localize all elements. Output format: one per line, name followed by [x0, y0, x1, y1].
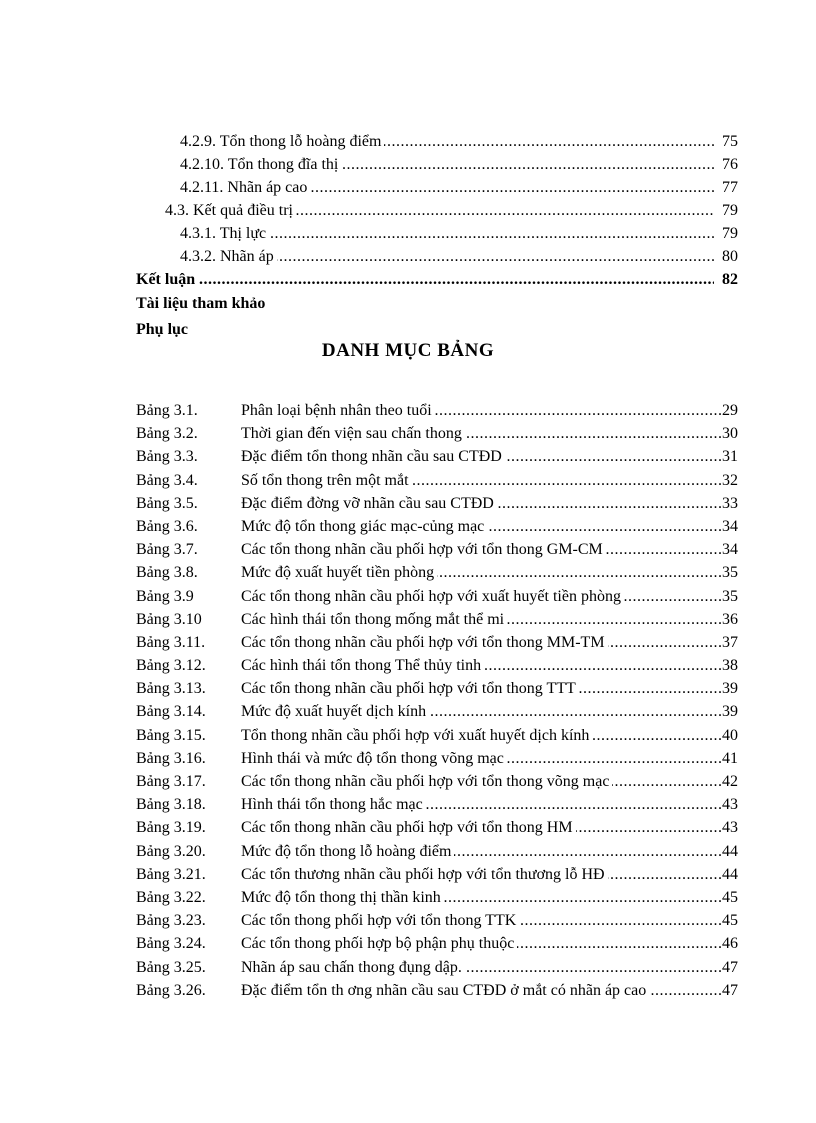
table-list-item — [0, 538, 816, 561]
toc-entry — [0, 245, 816, 268]
table-page: 29 — [721, 399, 738, 422]
table-description-text: Hình thái tổn thong hắc mạc — [241, 796, 426, 813]
table-list-item — [0, 515, 816, 538]
table-page: 30 — [721, 422, 738, 445]
toc-entry — [0, 291, 816, 317]
toc-entry — [0, 222, 816, 245]
table-code: Bảng 3.10 — [136, 610, 202, 628]
table-description — [241, 816, 576, 839]
table-description-text: Đặc điểm tổn th ơng nhãn cầu sau CTĐD ở mắt có nhãn áp cao — [241, 982, 649, 999]
table-description — [241, 492, 497, 515]
table-page: 36 — [721, 608, 738, 631]
table-code: Bảng 3.21. — [136, 865, 206, 883]
table-code: Bảng 3.14. — [136, 703, 206, 721]
table-description-text: Số tổn thong trên một mắt — [241, 472, 412, 489]
toc-entry-text: 4.2.11. Nhãn áp cao — [180, 179, 310, 196]
table-code: Bảng 3.13. — [136, 680, 206, 698]
table-page: 34 — [721, 515, 738, 538]
table-list-item — [0, 654, 816, 677]
table-description — [241, 932, 517, 955]
table-page: 41 — [721, 747, 738, 770]
table-code: Bảng 3.4. — [136, 471, 198, 489]
toc-entry-label — [180, 153, 341, 176]
table-description-text: Các tổn thong nhãn cầu phối hợp với xuất huyết tiền phòng — [241, 588, 624, 605]
table-description — [241, 561, 437, 584]
table-description — [241, 909, 519, 932]
table-description — [241, 469, 412, 492]
toc-entry-label — [165, 199, 296, 222]
table-description-text: Mức độ xuất huyết dịch kính — [241, 703, 429, 720]
toc-entry-label — [180, 176, 310, 199]
toc-entry-text: Tài liệu tham khảo — [136, 295, 268, 312]
table-list-item — [0, 445, 816, 468]
table-list-item — [0, 932, 816, 955]
table-code: Bảng 3.20. — [136, 842, 206, 860]
table-description — [241, 515, 487, 538]
table-description — [241, 608, 507, 631]
table-description — [241, 770, 612, 793]
table-list-item — [0, 886, 816, 909]
table-description — [241, 747, 507, 770]
table-list-item — [0, 770, 816, 793]
toc-entry-page: 80 — [722, 248, 738, 265]
table-code: Bảng 3.2. — [136, 425, 198, 443]
table-page: 45 — [721, 886, 738, 909]
table-list-item — [0, 677, 816, 700]
table-code: Bảng 3.25. — [136, 958, 206, 976]
table-code: Bảng 3.12. — [136, 657, 206, 675]
table-page: 44 — [721, 840, 738, 863]
table-code: Bảng 3.26. — [136, 981, 206, 999]
table-code: Bảng 3.23. — [136, 912, 206, 930]
table-list-item — [0, 492, 816, 515]
table-list-item — [0, 469, 816, 492]
table-code: Bảng 3.17. — [136, 773, 206, 790]
toc-leader-dots — [136, 268, 714, 291]
toc-entry-label — [180, 245, 277, 268]
table-code: Bảng 3.3. — [136, 448, 198, 466]
toc-entry-text: 4.3.1. Thị lực — [180, 225, 269, 242]
table-description-text: Các tổn thong nhãn cầu phối hợp với tổn thong HM — [241, 819, 576, 836]
table-description-text: Hình thái và mức độ tổn thong võng mạc — [241, 750, 507, 767]
table-page: 34 — [721, 538, 738, 561]
table-list-item — [0, 700, 816, 723]
toc-entry-text: 4.2.9. Tổn thong lỗ hoàng điểm — [180, 133, 384, 150]
table-description-text: Các tổn thong nhãn cầu phối hợp với tổn thong GM-CM — [241, 541, 606, 558]
toc-entry-page: 77 — [722, 179, 738, 196]
table-page: 33 — [721, 492, 738, 515]
table-description — [241, 585, 624, 608]
toc-entry-label — [180, 130, 384, 153]
table-page: 43 — [721, 816, 738, 839]
table-page: 45 — [721, 909, 738, 932]
table-list-item — [0, 747, 816, 770]
table-code: Bảng 3.11. — [136, 633, 206, 651]
table-code: Bảng 3.18. — [136, 796, 206, 814]
table-description-text: Các hình thái tổn thong mống mắt thể mi — [241, 611, 507, 628]
table-list-item — [0, 793, 816, 816]
table-description-text: Mức độ tổn thong lỗ hoàng điểm — [241, 843, 454, 860]
table-list-item — [0, 631, 816, 654]
toc-entry-page: 82 — [722, 271, 738, 288]
list-of-tables — [0, 399, 816, 1002]
table-description-text: Phân loại bệnh nhân theo tuổi — [241, 402, 435, 419]
table-of-contents — [0, 130, 816, 343]
table-description-text: Các tổn thong phối hợp bộ phận phụ thuộc — [241, 935, 517, 952]
table-description — [241, 979, 649, 1002]
table-list-item — [0, 585, 816, 608]
toc-entry-page: 79 — [722, 225, 738, 242]
table-code: Bảng 3.8. — [136, 564, 198, 582]
table-description-text: Các tổn thương nhãn cầu phối hợp với tổn thương lỗ HĐ — [241, 866, 608, 883]
toc-entry — [0, 199, 816, 222]
toc-entry-label — [180, 222, 269, 245]
table-page: 39 — [721, 677, 738, 700]
table-page: 35 — [721, 585, 738, 608]
table-list-item — [0, 724, 816, 747]
table-description — [241, 956, 465, 979]
table-code: Bảng 3.24. — [136, 935, 206, 953]
table-page: 35 — [721, 561, 738, 584]
table-description — [241, 422, 465, 445]
toc-entry-text: 4.3. Kết quả điều trị — [165, 202, 296, 219]
table-code: Bảng 3.15. — [136, 726, 206, 744]
toc-entry — [0, 268, 816, 291]
table-page: 46 — [721, 932, 738, 955]
table-code: Bảng 3.6. — [136, 517, 198, 535]
table-description-text: Mức độ tổn thong giác mạc-củng mạc — [241, 518, 487, 535]
toc-entry-label — [136, 268, 198, 291]
table-code: Bảng 3.16. — [136, 749, 206, 767]
table-description-text: Các tổn thong nhãn cầu phối hợp với tổn thong TTT — [241, 680, 579, 697]
table-description-text: Tổn thong nhãn cầu phối hợp với xuất huyết dịch kính — [241, 727, 592, 744]
table-code: Bảng 3.9 — [136, 587, 194, 605]
table-description — [241, 445, 505, 468]
toc-entry — [0, 130, 816, 153]
toc-entry-text: 4.3.2. Nhãn áp — [180, 248, 277, 265]
table-description — [241, 840, 454, 863]
table-page: 42 — [721, 770, 738, 793]
table-page: 44 — [721, 863, 738, 886]
section-title: DANH MỤC BẢNG — [321, 340, 495, 361]
toc-entry-page: 79 — [722, 202, 738, 219]
table-description-text: Thời gian đến viện sau chấn thong — [241, 425, 465, 442]
table-list-item — [0, 909, 816, 932]
table-list-item — [0, 608, 816, 631]
table-description — [241, 793, 426, 816]
table-description-text: Đặc điểm đờng vỡ nhãn cầu sau CTĐD — [241, 495, 497, 512]
table-description — [241, 863, 608, 886]
toc-entry-page: 76 — [722, 156, 738, 173]
table-page: 39 — [721, 700, 738, 723]
table-list-item — [0, 840, 816, 863]
toc-entry — [0, 153, 816, 176]
toc-entry-label — [136, 291, 268, 317]
toc-entry — [0, 176, 816, 199]
table-description — [241, 399, 435, 422]
table-list-item — [0, 956, 816, 979]
toc-entry-text: Kết luận — [136, 271, 198, 288]
table-code: Bảng 3.22. — [136, 888, 206, 906]
table-description — [241, 677, 579, 700]
table-description-text: Các tổn thong nhãn cầu phối hợp với tổn thong MM-TM — [241, 634, 608, 651]
table-description — [241, 631, 608, 654]
table-code: Bảng 3.19. — [136, 819, 206, 837]
table-list-item — [0, 863, 816, 886]
table-code: Bảng 3.5. — [136, 494, 198, 512]
toc-entry-page: 75 — [722, 133, 738, 150]
table-description — [241, 700, 429, 723]
table-description-text: Các tổn thong nhãn cầu phối hợp với tổn thong võng mạc — [241, 773, 612, 790]
table-description — [241, 538, 606, 561]
table-description — [241, 654, 484, 677]
table-list-item — [0, 399, 816, 422]
table-code: Bảng 3.1. — [136, 402, 198, 419]
table-page: 47 — [721, 979, 738, 1002]
toc-entry-text: 4.2.10. Tổn thong đĩa thị — [180, 156, 341, 173]
table-page: 43 — [721, 793, 738, 816]
table-page: 37 — [721, 631, 738, 654]
table-description-text: Các tổn thong phối hợp với tổn thong TTK — [241, 912, 519, 929]
table-list-item — [0, 561, 816, 584]
table-page: 31 — [721, 445, 738, 468]
table-list-item — [0, 816, 816, 839]
table-description-text: Mức độ xuất huyết tiền phòng — [241, 564, 437, 581]
table-page: 40 — [721, 724, 738, 747]
table-description-text: Nhãn áp sau chấn thong đụng dập. — [241, 959, 465, 976]
table-description-text: Mức độ tổn thong thị thần kinh — [241, 889, 444, 906]
table-list-item — [0, 979, 816, 1002]
table-description-text: Đặc điểm tổn thong nhãn cầu sau CTĐD — [241, 448, 505, 465]
table-page: 38 — [721, 654, 738, 677]
table-description — [241, 886, 444, 909]
toc-entry-text: Phụ lục — [136, 321, 191, 338]
table-page: 47 — [721, 956, 738, 979]
table-page: 32 — [721, 469, 738, 492]
table-list-item — [0, 422, 816, 445]
table-description-text: Các hình thái tổn thong Thể thủy tinh — [241, 657, 484, 674]
table-description — [241, 724, 592, 747]
table-code: Bảng 3.7. — [136, 541, 198, 559]
